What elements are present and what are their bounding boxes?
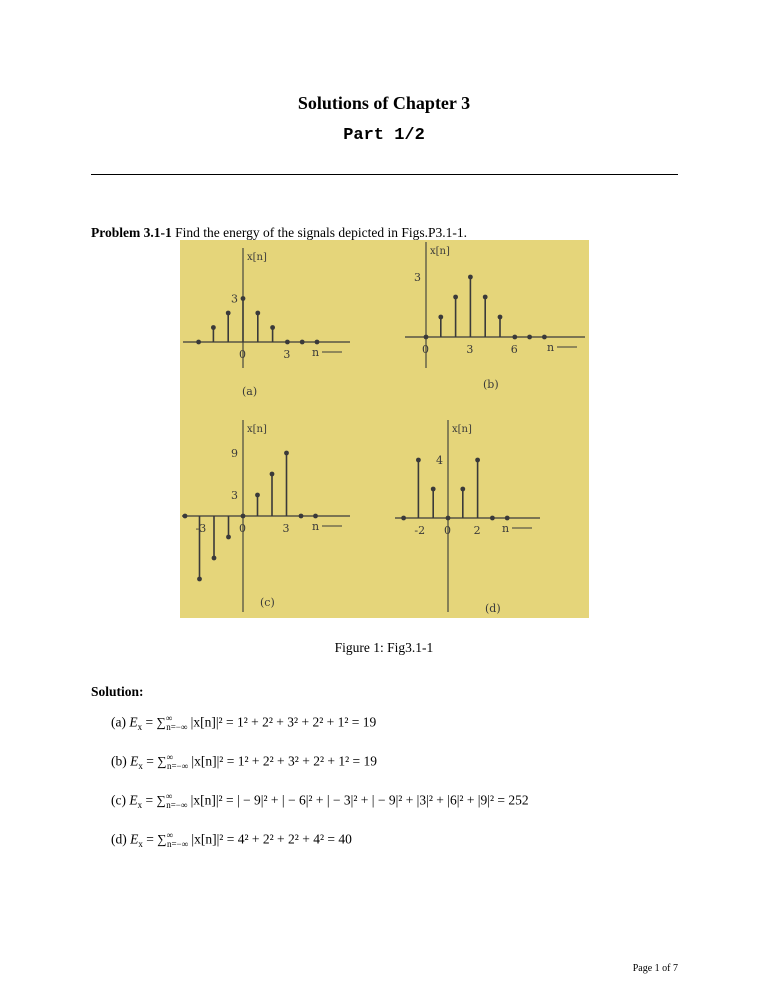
solution-label: (a) — [111, 714, 126, 730]
stem-point — [197, 577, 202, 582]
solution-rhs: = 1² + 2² + 3² + 2² + 1² = 19 — [225, 714, 377, 730]
solution-rhs: = 4² + 2² + 2² + 4² = 40 — [226, 831, 352, 847]
stem-point — [446, 516, 451, 521]
stem-point — [401, 516, 406, 521]
summand: |x[n]|² — [190, 792, 223, 808]
stem-point — [241, 296, 246, 301]
stem-point — [270, 325, 275, 330]
solution-item-c: (c) $E_x = \sum^\infty_{n=-\infty}$ |x[n]|² = | − 9|² + | − 6|² + | − 3|² + | − 9|² + |3|² + |6|² + |9|² = 252 — [111, 791, 529, 811]
horizontal-rule — [91, 174, 678, 175]
x-tick-label: 0 — [239, 522, 246, 535]
solution-item-d: (d) $E_x = \sum^\infty_{n=-\infty}$ |x[n]|² = 4² + 2² + 2² + 4² = 40 — [111, 830, 352, 850]
x-tick-label: 6 — [510, 343, 518, 356]
x-tick-label: 3 — [466, 343, 474, 356]
y-tick-label: 3 — [231, 292, 238, 306]
xlabel: n — [312, 346, 320, 359]
problem-statement — [91, 225, 467, 241]
solution-heading: Solution: — [91, 684, 144, 699]
summand: |x[n]|² — [191, 831, 224, 847]
energy-symbol: E — [129, 792, 138, 808]
x-tick-label: 0 — [422, 343, 429, 356]
solution-rhs: = | − 9|² + | − 6|² + | − 3|² + | − 9|² + |3|² + |6|² + |9|² = 252 — [225, 792, 529, 808]
stem-point — [313, 514, 318, 519]
x-tick-label: -2 — [414, 524, 426, 537]
stem-point — [438, 315, 443, 320]
solution-rhs: = 1² + 2² + 3² + 2² + 1² = 19 — [226, 753, 378, 769]
stem-point — [255, 311, 260, 316]
stem-point — [505, 516, 510, 521]
x-tick-label: -3 — [195, 522, 207, 535]
solution-label: (d) — [111, 831, 127, 847]
stem-point — [241, 514, 246, 519]
panel-label: (a) — [242, 385, 258, 398]
solution-item-b: (b) $E_x = \sum^\infty_{n=-\infty}$ |x[n]|² = 1² + 2² + 3² + 2² + 1² = 19 — [111, 752, 378, 772]
stem-point — [300, 340, 305, 345]
stem-point — [270, 472, 275, 477]
stem-point — [211, 325, 216, 330]
y-tick-label: 9 — [231, 447, 238, 460]
y-tick-label: 3 — [414, 271, 421, 284]
stem-point — [527, 335, 532, 340]
signal-figure — [180, 240, 589, 618]
y-tick-label: 4 — [436, 454, 443, 467]
stem-point — [416, 458, 421, 463]
x-tick-label: 0 — [239, 348, 246, 361]
stem-point — [453, 295, 458, 300]
page-number: Page 1 of 7 — [632, 963, 678, 974]
stem-point — [483, 295, 488, 300]
stem-point — [498, 315, 503, 320]
energy-symbol: E — [130, 831, 139, 847]
stem-point — [512, 335, 517, 340]
stem-point — [424, 335, 429, 340]
stem-point — [196, 340, 201, 345]
stem-point — [542, 335, 547, 340]
page-title: Solutions of Chapter 3 — [297, 93, 471, 113]
x-tick-label: 3 — [282, 522, 290, 535]
x-tick-label: 3 — [283, 348, 291, 361]
panel-label: (b) — [483, 378, 499, 391]
summand: |x[n]|² — [191, 753, 224, 769]
stem-point — [255, 493, 260, 498]
solution-label: (b) — [111, 753, 127, 769]
stem-point — [299, 514, 304, 519]
ylabel: x[n] — [430, 246, 450, 257]
stem-point — [226, 535, 231, 540]
stem-point — [226, 311, 231, 316]
stem-point — [468, 275, 473, 280]
x-tick-label: 0 — [444, 524, 451, 537]
solution-label: (c) — [111, 792, 126, 808]
page-subtitle: Part 1/2 — [343, 126, 425, 145]
summand: |x[n]|² — [190, 714, 223, 730]
energy-symbol: E — [129, 714, 138, 730]
x-tick-label: 2 — [473, 524, 481, 537]
stem-point — [183, 514, 188, 519]
stem-point — [212, 556, 217, 561]
stem-point — [460, 487, 465, 492]
ylabel: x[n] — [247, 252, 267, 263]
xlabel: n — [502, 522, 510, 535]
stem-point — [490, 516, 495, 521]
stem-point — [285, 340, 290, 345]
stem-point — [431, 487, 436, 492]
xlabel: n — [312, 520, 320, 533]
ylabel: x[n] — [452, 424, 472, 435]
stem-point — [315, 340, 320, 345]
problem-label: Problem 3.1-1 — [91, 225, 172, 240]
stem-point — [284, 451, 289, 456]
energy-symbol: E — [130, 753, 139, 769]
y-tick-label: 3 — [231, 489, 238, 502]
xlabel: n — [547, 341, 555, 354]
problem-text: Find the energy of the signals depicted in Figs.P3.1-1. — [175, 225, 467, 240]
stem-point — [475, 458, 480, 463]
solution-item-a: (a) $E_x = \sum^\infty_{n=-\infty}$ |x[n]|² = 1² + 2² + 3² + 2² + 1² = 19 — [111, 713, 377, 733]
figure-caption: Figure 1: Fig3.1-1 — [334, 640, 434, 655]
ylabel: x[n] — [247, 424, 267, 435]
panel-label: (d) — [485, 602, 501, 615]
panel-label: (c) — [260, 596, 275, 609]
signal-plots — [180, 240, 589, 618]
